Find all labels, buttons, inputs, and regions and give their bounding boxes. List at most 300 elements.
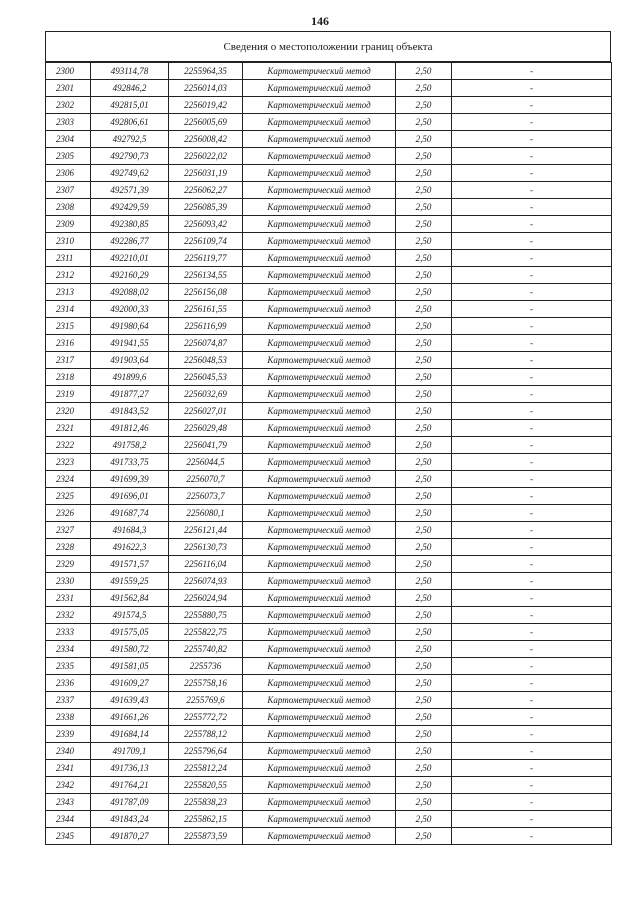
y-coordinate-cell: 2255880,75 — [169, 607, 243, 624]
y-coordinate-cell: 2255873,59 — [169, 828, 243, 845]
boundary-sheet — [45, 31, 611, 845]
y-coordinate-cell: 2255736 — [169, 658, 243, 675]
table-row — [46, 420, 612, 437]
y-coordinate-cell: 2256032,69 — [169, 386, 243, 403]
accuracy-cell: 2,50 — [396, 335, 452, 352]
table-row — [46, 828, 612, 845]
accuracy-cell: 2,50 — [396, 658, 452, 675]
point-number-cell: 2341 — [46, 760, 91, 777]
accuracy-cell: 2,50 — [396, 301, 452, 318]
accuracy-cell: 2,50 — [396, 318, 452, 335]
point-number-cell: 2335 — [46, 658, 91, 675]
accuracy-cell: 2,50 — [396, 182, 452, 199]
table-row — [46, 63, 612, 80]
coordinates-table-body — [46, 63, 612, 845]
table-row — [46, 97, 612, 114]
x-coordinate-cell: 491787,09 — [91, 794, 169, 811]
table-row — [46, 692, 612, 709]
point-number-cell: 2339 — [46, 726, 91, 743]
table-row — [46, 726, 612, 743]
method-cell: Картометрический метод — [243, 794, 396, 811]
y-coordinate-cell: 2256074,87 — [169, 335, 243, 352]
table-row — [46, 335, 612, 352]
accuracy-cell: 2,50 — [396, 284, 452, 301]
table-row — [46, 386, 612, 403]
x-coordinate-cell: 492571,39 — [91, 182, 169, 199]
note-cell: - — [452, 709, 612, 726]
note-cell: - — [452, 607, 612, 624]
point-number-cell: 2311 — [46, 250, 91, 267]
note-cell: - — [452, 573, 612, 590]
method-cell: Картометрический метод — [243, 199, 396, 216]
x-coordinate-cell: 492429,59 — [91, 199, 169, 216]
note-cell: - — [452, 148, 612, 165]
method-cell: Картометрический метод — [243, 80, 396, 97]
method-cell: Картометрический метод — [243, 63, 396, 80]
table-row — [46, 709, 612, 726]
point-number-cell: 2338 — [46, 709, 91, 726]
accuracy-cell: 2,50 — [396, 573, 452, 590]
table-row — [46, 284, 612, 301]
x-coordinate-cell: 491684,3 — [91, 522, 169, 539]
x-coordinate-cell: 491758,2 — [91, 437, 169, 454]
note-cell: - — [452, 182, 612, 199]
x-coordinate-cell: 491687,74 — [91, 505, 169, 522]
point-number-cell: 2312 — [46, 267, 91, 284]
note-cell: - — [452, 539, 612, 556]
point-number-cell: 2345 — [46, 828, 91, 845]
method-cell: Картометрический метод — [243, 641, 396, 658]
y-coordinate-cell: 2256070,7 — [169, 471, 243, 488]
note-cell: - — [452, 420, 612, 437]
method-cell: Картометрический метод — [243, 675, 396, 692]
y-coordinate-cell: 2256027,01 — [169, 403, 243, 420]
page-number: 146 — [311, 14, 329, 28]
accuracy-cell: 2,50 — [396, 539, 452, 556]
method-cell: Картометрический метод — [243, 420, 396, 437]
accuracy-cell: 2,50 — [396, 471, 452, 488]
table-row — [46, 522, 612, 539]
note-cell: - — [452, 624, 612, 641]
x-coordinate-cell: 491580,72 — [91, 641, 169, 658]
point-number-cell: 2303 — [46, 114, 91, 131]
method-cell: Картометрический метод — [243, 369, 396, 386]
point-number-cell: 2342 — [46, 777, 91, 794]
method-cell: Картометрический метод — [243, 216, 396, 233]
y-coordinate-cell: 2256161,55 — [169, 301, 243, 318]
method-cell: Картометрический метод — [243, 777, 396, 794]
y-coordinate-cell: 2256045,53 — [169, 369, 243, 386]
table-row — [46, 760, 612, 777]
x-coordinate-cell: 491639,43 — [91, 692, 169, 709]
point-number-cell: 2325 — [46, 488, 91, 505]
x-coordinate-cell: 491574,5 — [91, 607, 169, 624]
note-cell: - — [452, 454, 612, 471]
method-cell: Картометрический метод — [243, 709, 396, 726]
y-coordinate-cell: 2255812,24 — [169, 760, 243, 777]
x-coordinate-cell: 491764,21 — [91, 777, 169, 794]
x-coordinate-cell: 491903,64 — [91, 352, 169, 369]
table-row — [46, 131, 612, 148]
method-cell: Картометрический метод — [243, 335, 396, 352]
note-cell: - — [452, 267, 612, 284]
y-coordinate-cell: 2256074,93 — [169, 573, 243, 590]
accuracy-cell: 2,50 — [396, 420, 452, 437]
note-cell: - — [452, 760, 612, 777]
method-cell: Картометрический метод — [243, 573, 396, 590]
table-row — [46, 437, 612, 454]
y-coordinate-cell: 2256019,42 — [169, 97, 243, 114]
x-coordinate-cell: 491843,52 — [91, 403, 169, 420]
method-cell: Картометрический метод — [243, 811, 396, 828]
note-cell: - — [452, 743, 612, 760]
method-cell: Картометрический метод — [243, 624, 396, 641]
table-row — [46, 811, 612, 828]
y-coordinate-cell: 2256008,42 — [169, 131, 243, 148]
note-cell: - — [452, 794, 612, 811]
y-coordinate-cell: 2256031,19 — [169, 165, 243, 182]
table-row — [46, 250, 612, 267]
table-row — [46, 505, 612, 522]
point-number-cell: 2337 — [46, 692, 91, 709]
table-row — [46, 165, 612, 182]
point-number-cell: 2331 — [46, 590, 91, 607]
point-number-cell: 2316 — [46, 335, 91, 352]
method-cell: Картометрический метод — [243, 488, 396, 505]
x-coordinate-cell: 492000,33 — [91, 301, 169, 318]
accuracy-cell: 2,50 — [396, 267, 452, 284]
accuracy-cell: 2,50 — [396, 777, 452, 794]
point-number-cell: 2313 — [46, 284, 91, 301]
accuracy-cell: 2,50 — [396, 726, 452, 743]
x-coordinate-cell: 491899,6 — [91, 369, 169, 386]
accuracy-cell: 2,50 — [396, 114, 452, 131]
point-number-cell: 2326 — [46, 505, 91, 522]
x-coordinate-cell: 491699,39 — [91, 471, 169, 488]
note-cell: - — [452, 437, 612, 454]
y-coordinate-cell: 2255822,75 — [169, 624, 243, 641]
method-cell: Картометрический метод — [243, 743, 396, 760]
accuracy-cell: 2,50 — [396, 794, 452, 811]
point-number-cell: 2323 — [46, 454, 91, 471]
x-coordinate-cell: 492806,61 — [91, 114, 169, 131]
note-cell: - — [452, 233, 612, 250]
method-cell: Картометрический метод — [243, 454, 396, 471]
table-row — [46, 233, 612, 250]
method-cell: Картометрический метод — [243, 692, 396, 709]
accuracy-cell: 2,50 — [396, 709, 452, 726]
accuracy-cell: 2,50 — [396, 386, 452, 403]
accuracy-cell: 2,50 — [396, 369, 452, 386]
point-number-cell: 2306 — [46, 165, 91, 182]
accuracy-cell: 2,50 — [396, 63, 452, 80]
note-cell: - — [452, 369, 612, 386]
y-coordinate-cell: 2256022,02 — [169, 148, 243, 165]
table-row — [46, 658, 612, 675]
table-row — [46, 267, 612, 284]
note-cell: - — [452, 556, 612, 573]
accuracy-cell: 2,50 — [396, 760, 452, 777]
point-number-cell: 2307 — [46, 182, 91, 199]
point-number-cell: 2309 — [46, 216, 91, 233]
table-row — [46, 352, 612, 369]
y-coordinate-cell: 2256156,08 — [169, 284, 243, 301]
table-row — [46, 454, 612, 471]
table-row — [46, 216, 612, 233]
y-coordinate-cell: 2255796,64 — [169, 743, 243, 760]
accuracy-cell: 2,50 — [396, 692, 452, 709]
y-coordinate-cell: 2256130,73 — [169, 539, 243, 556]
note-cell: - — [452, 522, 612, 539]
y-coordinate-cell: 2256093,42 — [169, 216, 243, 233]
table-row — [46, 369, 612, 386]
point-number-cell: 2321 — [46, 420, 91, 437]
accuracy-cell: 2,50 — [396, 607, 452, 624]
y-coordinate-cell: 2256041,79 — [169, 437, 243, 454]
x-coordinate-cell: 492815,01 — [91, 97, 169, 114]
y-coordinate-cell: 2256116,99 — [169, 318, 243, 335]
method-cell: Картометрический метод — [243, 165, 396, 182]
x-coordinate-cell: 492792,5 — [91, 131, 169, 148]
note-cell: - — [452, 777, 612, 794]
method-cell: Картометрический метод — [243, 233, 396, 250]
table-row — [46, 80, 612, 97]
y-coordinate-cell: 2255758,16 — [169, 675, 243, 692]
note-cell: - — [452, 488, 612, 505]
note-cell: - — [452, 352, 612, 369]
accuracy-cell: 2,50 — [396, 624, 452, 641]
point-number-cell: 2343 — [46, 794, 91, 811]
point-number-cell: 2336 — [46, 675, 91, 692]
accuracy-cell: 2,50 — [396, 828, 452, 845]
table-row — [46, 114, 612, 131]
x-coordinate-cell: 491684,14 — [91, 726, 169, 743]
point-number-cell: 2320 — [46, 403, 91, 420]
x-coordinate-cell: 492846,2 — [91, 80, 169, 97]
x-coordinate-cell: 492749,62 — [91, 165, 169, 182]
y-coordinate-cell: 2256044,5 — [169, 454, 243, 471]
point-number-cell: 2322 — [46, 437, 91, 454]
note-cell: - — [452, 811, 612, 828]
accuracy-cell: 2,50 — [396, 743, 452, 760]
method-cell: Картометрический метод — [243, 471, 396, 488]
point-number-cell: 2300 — [46, 63, 91, 80]
point-number-cell: 2344 — [46, 811, 91, 828]
table-title: Сведения о местоположении границ объекта — [45, 31, 611, 62]
accuracy-cell: 2,50 — [396, 233, 452, 250]
table-row — [46, 488, 612, 505]
accuracy-cell: 2,50 — [396, 199, 452, 216]
y-coordinate-cell: 2255964,35 — [169, 63, 243, 80]
note-cell: - — [452, 403, 612, 420]
table-row — [46, 539, 612, 556]
table-row — [46, 675, 612, 692]
y-coordinate-cell: 2256029,48 — [169, 420, 243, 437]
x-coordinate-cell: 491941,55 — [91, 335, 169, 352]
y-coordinate-cell: 2256116,04 — [169, 556, 243, 573]
method-cell: Картометрический метод — [243, 556, 396, 573]
note-cell: - — [452, 97, 612, 114]
y-coordinate-cell: 2256014,03 — [169, 80, 243, 97]
point-number-cell: 2332 — [46, 607, 91, 624]
point-number-cell: 2324 — [46, 471, 91, 488]
x-coordinate-cell: 492286,77 — [91, 233, 169, 250]
y-coordinate-cell: 2256080,1 — [169, 505, 243, 522]
method-cell: Картометрический метод — [243, 148, 396, 165]
note-cell: - — [452, 250, 612, 267]
point-number-cell: 2329 — [46, 556, 91, 573]
note-cell: - — [452, 199, 612, 216]
x-coordinate-cell: 491575,05 — [91, 624, 169, 641]
table-row — [46, 590, 612, 607]
x-coordinate-cell: 491609,27 — [91, 675, 169, 692]
y-coordinate-cell: 2255772,72 — [169, 709, 243, 726]
table-row — [46, 794, 612, 811]
note-cell: - — [452, 318, 612, 335]
x-coordinate-cell: 492790,73 — [91, 148, 169, 165]
y-coordinate-cell: 2256024,94 — [169, 590, 243, 607]
x-coordinate-cell: 491571,57 — [91, 556, 169, 573]
table-row — [46, 624, 612, 641]
accuracy-cell: 2,50 — [396, 675, 452, 692]
x-coordinate-cell: 492380,85 — [91, 216, 169, 233]
point-number-cell: 2334 — [46, 641, 91, 658]
method-cell: Картометрический метод — [243, 505, 396, 522]
x-coordinate-cell: 491622,3 — [91, 539, 169, 556]
y-coordinate-cell: 2256121,44 — [169, 522, 243, 539]
point-number-cell: 2327 — [46, 522, 91, 539]
method-cell: Картометрический метод — [243, 182, 396, 199]
table-row — [46, 148, 612, 165]
coordinates-table — [45, 62, 612, 845]
point-number-cell: 2314 — [46, 301, 91, 318]
accuracy-cell: 2,50 — [396, 522, 452, 539]
y-coordinate-cell: 2255740,82 — [169, 641, 243, 658]
point-number-cell: 2302 — [46, 97, 91, 114]
x-coordinate-cell: 492160,29 — [91, 267, 169, 284]
note-cell: - — [452, 284, 612, 301]
accuracy-cell: 2,50 — [396, 250, 452, 267]
note-cell: - — [452, 216, 612, 233]
y-coordinate-cell: 2255769,6 — [169, 692, 243, 709]
point-number-cell: 2340 — [46, 743, 91, 760]
y-coordinate-cell: 2255788,12 — [169, 726, 243, 743]
y-coordinate-cell: 2256048,53 — [169, 352, 243, 369]
x-coordinate-cell: 491843,24 — [91, 811, 169, 828]
method-cell: Картометрический метод — [243, 267, 396, 284]
point-number-cell: 2310 — [46, 233, 91, 250]
method-cell: Картометрический метод — [243, 352, 396, 369]
table-row — [46, 573, 612, 590]
method-cell: Картометрический метод — [243, 658, 396, 675]
method-cell: Картометрический метод — [243, 386, 396, 403]
table-row — [46, 471, 612, 488]
point-number-cell: 2304 — [46, 131, 91, 148]
table-row — [46, 301, 612, 318]
table-row — [46, 199, 612, 216]
x-coordinate-cell: 493114,78 — [91, 63, 169, 80]
x-coordinate-cell: 491661,26 — [91, 709, 169, 726]
method-cell: Картометрический метод — [243, 97, 396, 114]
note-cell: - — [452, 692, 612, 709]
y-coordinate-cell: 2256119,77 — [169, 250, 243, 267]
y-coordinate-cell: 2255838,23 — [169, 794, 243, 811]
accuracy-cell: 2,50 — [396, 216, 452, 233]
accuracy-cell: 2,50 — [396, 97, 452, 114]
x-coordinate-cell: 492088,02 — [91, 284, 169, 301]
method-cell: Картометрический метод — [243, 726, 396, 743]
method-cell: Картометрический метод — [243, 828, 396, 845]
note-cell: - — [452, 131, 612, 148]
note-cell: - — [452, 828, 612, 845]
point-number-cell: 2318 — [46, 369, 91, 386]
note-cell: - — [452, 675, 612, 692]
point-number-cell: 2305 — [46, 148, 91, 165]
table-row — [46, 607, 612, 624]
y-coordinate-cell: 2256109,74 — [169, 233, 243, 250]
point-number-cell: 2308 — [46, 199, 91, 216]
method-cell: Картометрический метод — [243, 250, 396, 267]
note-cell: - — [452, 301, 612, 318]
x-coordinate-cell: 491812,46 — [91, 420, 169, 437]
y-coordinate-cell: 2256062,27 — [169, 182, 243, 199]
method-cell: Картометрический метод — [243, 437, 396, 454]
accuracy-cell: 2,50 — [396, 437, 452, 454]
accuracy-cell: 2,50 — [396, 811, 452, 828]
note-cell: - — [452, 165, 612, 182]
point-number-cell: 2319 — [46, 386, 91, 403]
accuracy-cell: 2,50 — [396, 488, 452, 505]
method-cell: Картометрический метод — [243, 318, 396, 335]
note-cell: - — [452, 386, 612, 403]
note-cell: - — [452, 590, 612, 607]
table-row — [46, 403, 612, 420]
note-cell: - — [452, 641, 612, 658]
y-coordinate-cell: 2256134,55 — [169, 267, 243, 284]
x-coordinate-cell: 491696,01 — [91, 488, 169, 505]
method-cell: Картометрический метод — [243, 284, 396, 301]
table-row — [46, 777, 612, 794]
point-number-cell: 2317 — [46, 352, 91, 369]
method-cell: Картометрический метод — [243, 607, 396, 624]
note-cell: - — [452, 63, 612, 80]
accuracy-cell: 2,50 — [396, 80, 452, 97]
method-cell: Картометрический метод — [243, 301, 396, 318]
table-row — [46, 318, 612, 335]
y-coordinate-cell: 2256073,7 — [169, 488, 243, 505]
method-cell: Картометрический метод — [243, 590, 396, 607]
note-cell: - — [452, 658, 612, 675]
table-row — [46, 182, 612, 199]
point-number-cell: 2330 — [46, 573, 91, 590]
note-cell: - — [452, 505, 612, 522]
table-row — [46, 743, 612, 760]
accuracy-cell: 2,50 — [396, 131, 452, 148]
method-cell: Картометрический метод — [243, 114, 396, 131]
x-coordinate-cell: 491562,84 — [91, 590, 169, 607]
x-coordinate-cell: 491733,75 — [91, 454, 169, 471]
x-coordinate-cell: 491736,13 — [91, 760, 169, 777]
accuracy-cell: 2,50 — [396, 641, 452, 658]
note-cell: - — [452, 726, 612, 743]
method-cell: Картометрический метод — [243, 522, 396, 539]
accuracy-cell: 2,50 — [396, 352, 452, 369]
x-coordinate-cell: 491870,27 — [91, 828, 169, 845]
y-coordinate-cell: 2256005,69 — [169, 114, 243, 131]
accuracy-cell: 2,50 — [396, 148, 452, 165]
method-cell: Картометрический метод — [243, 403, 396, 420]
point-number-cell: 2333 — [46, 624, 91, 641]
